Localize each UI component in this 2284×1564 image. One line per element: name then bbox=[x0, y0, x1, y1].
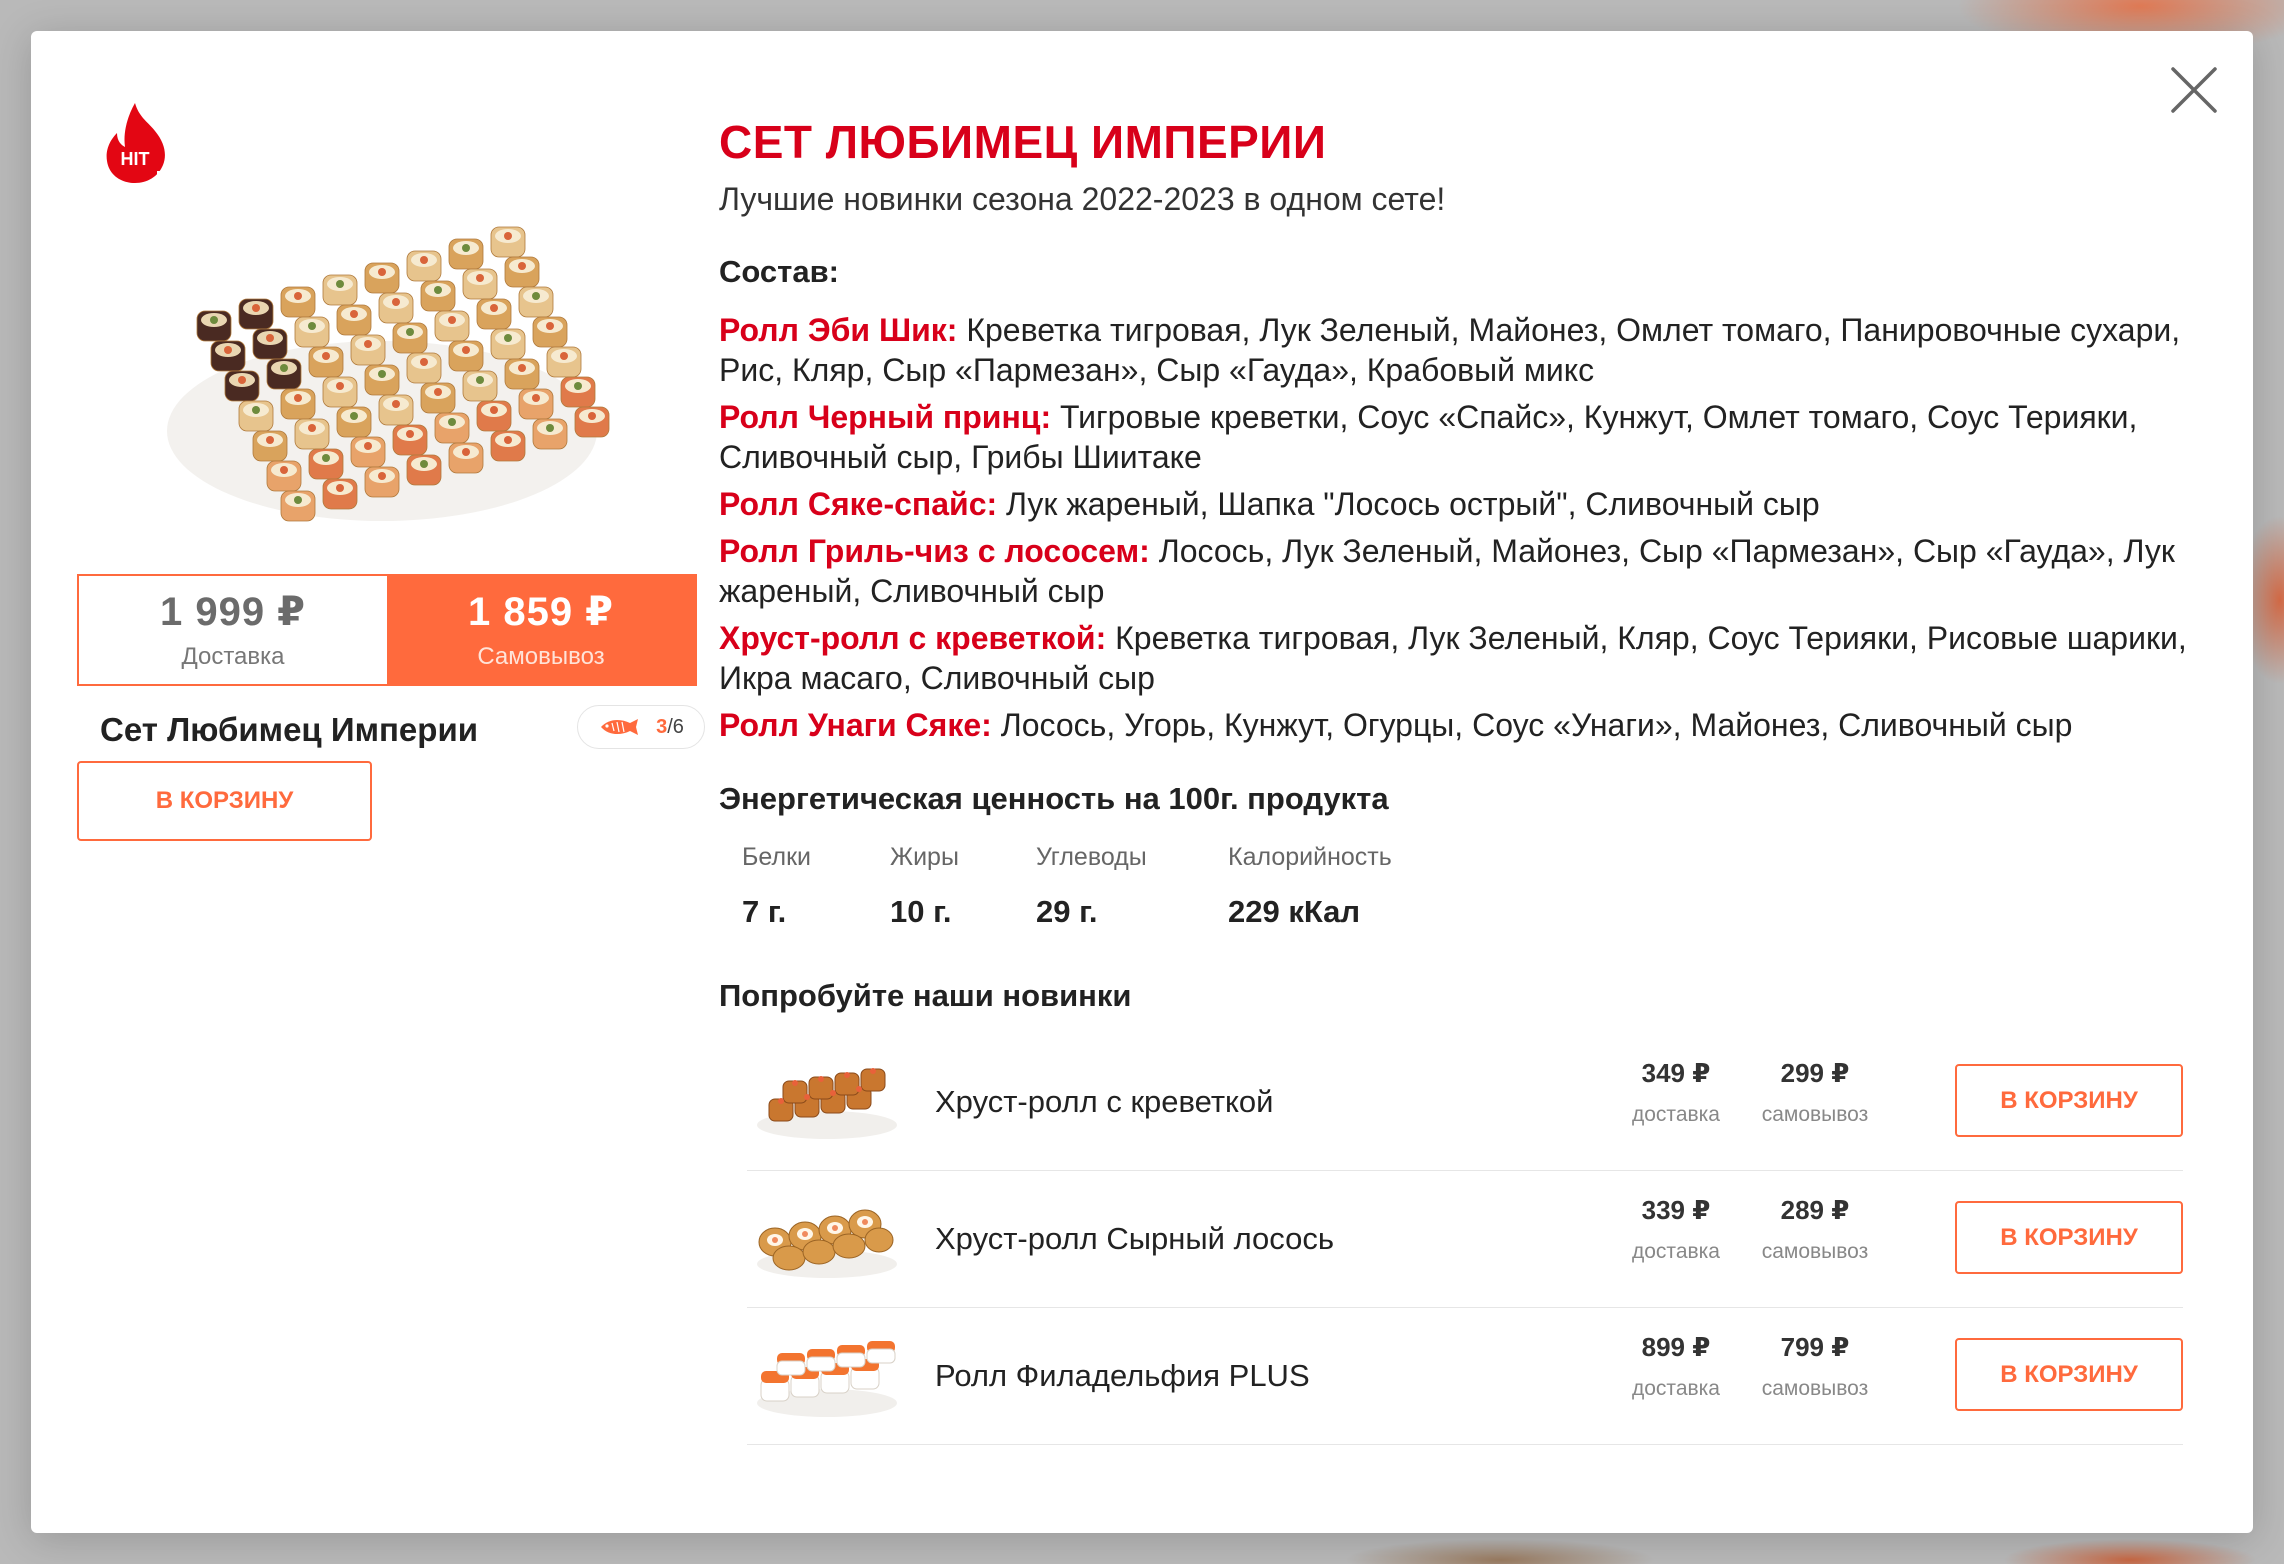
price-label: доставка bbox=[1632, 1240, 1720, 1263]
price-value: 899 ₽ bbox=[1641, 1332, 1711, 1362]
energy-label: Белки bbox=[742, 843, 811, 871]
roll-name: Ролл Унаги Сяке: bbox=[719, 707, 992, 743]
new-item-name: Хруст-ролл с креветкой bbox=[935, 1084, 1274, 1119]
price-value: 339 ₽ bbox=[1641, 1195, 1711, 1225]
add-to-cart-button[interactable]: В КОРЗИНУ bbox=[77, 761, 372, 841]
svg-text:HIT: HIT bbox=[120, 149, 150, 169]
energy-label: Калорийность bbox=[1228, 843, 1392, 871]
energy-table bbox=[719, 843, 2219, 930]
price-label: доставка bbox=[1632, 1377, 1720, 1400]
energy-carbs bbox=[1036, 843, 1228, 930]
price-value: 349 ₽ bbox=[1641, 1058, 1711, 1088]
product-image bbox=[157, 171, 617, 551]
new-item-row bbox=[747, 1034, 2183, 1171]
roll-name: Ролл Эби Шик: bbox=[719, 312, 958, 348]
price-option-pickup[interactable] bbox=[387, 576, 695, 684]
composition-item bbox=[719, 310, 2219, 390]
product-modal bbox=[31, 31, 2253, 1533]
product-details bbox=[719, 115, 2219, 1445]
new-item-name: Хруст-ролл Сырный лосось bbox=[935, 1221, 1334, 1256]
price-delivery-value: 1 999 ₽ bbox=[159, 590, 307, 634]
energy-label: Жиры bbox=[890, 843, 959, 871]
roll-name: Хруст-ролл с креветкой: bbox=[719, 620, 1107, 656]
new-item-image bbox=[747, 1047, 907, 1157]
energy-value: 229 кКал bbox=[1228, 894, 1361, 929]
new-item-price-delivery bbox=[1611, 1332, 1741, 1401]
close-icon bbox=[2169, 65, 2219, 115]
spice-level-text bbox=[656, 716, 684, 739]
price-delivery-label: Доставка bbox=[181, 643, 285, 670]
roll-ingredients: Лосось, Лук Зеленый, Майонез, Сыр «Пармезан», Сыр «Гауда», Лук жареный, Сливочный сыр bbox=[719, 533, 2175, 609]
composition-heading: Состав: bbox=[719, 254, 839, 289]
roll-ingredients: Тигровые креветки, Соус «Спайс», Кунжут, Омлет томаго, Соус Терияки, Сливочный сыр, Грибы Шиитаке bbox=[719, 399, 2138, 475]
spice-current: 3 bbox=[656, 715, 668, 738]
roll-ingredients: Лук жареный, Шапка "Лосось острый", Сливочный сыр bbox=[997, 486, 1820, 522]
composition-item bbox=[719, 484, 2219, 524]
new-items-list bbox=[747, 1034, 2183, 1445]
composition-list bbox=[719, 310, 2219, 745]
price-pickup-value: 1 859 ₽ bbox=[467, 590, 615, 634]
new-item-price-delivery bbox=[1611, 1058, 1741, 1127]
new-item-image bbox=[747, 1321, 907, 1431]
new-item-row bbox=[747, 1171, 2183, 1308]
new-item-image bbox=[747, 1184, 907, 1294]
roll-name: Ролл Черный принц: bbox=[719, 399, 1052, 435]
roll-ingredients: Креветка тигровая, Лук Зеленый, Кляр, Соус Терияки, Рисовые шарики, Икра масаго, Сливочный сыр bbox=[719, 620, 2187, 696]
composition-item bbox=[719, 705, 2219, 745]
new-item-row bbox=[747, 1308, 2183, 1445]
price-option-delivery[interactable] bbox=[79, 576, 387, 684]
composition-item bbox=[719, 531, 2219, 611]
energy-value: 29 г. bbox=[1036, 894, 1098, 929]
price-label: самовывоз bbox=[1761, 1377, 1869, 1400]
price-label: самовывоз bbox=[1761, 1240, 1869, 1263]
close-button[interactable] bbox=[2169, 65, 2219, 115]
new-item-add-to-cart-button[interactable]: В КОРЗИНУ bbox=[1955, 1064, 2183, 1137]
price-label: доставка bbox=[1632, 1103, 1720, 1126]
roll-name: Ролл Гриль-чиз с лососем: bbox=[719, 533, 1150, 569]
new-items-heading: Попробуйте наши новинки bbox=[719, 978, 1132, 1013]
energy-label: Углеводы bbox=[1036, 843, 1147, 871]
spice-total: /6 bbox=[667, 715, 684, 738]
product-name: Сет Любимец Империи bbox=[100, 711, 479, 748]
price-value: 799 ₽ bbox=[1780, 1332, 1850, 1362]
energy-heading: Энергетическая ценность на 100г. продукта bbox=[719, 781, 1389, 816]
product-subtitle: Лучшие новинки сезона 2022-2023 в одном сете! bbox=[719, 181, 1446, 217]
new-item-price-delivery bbox=[1611, 1195, 1741, 1264]
roll-ingredients: Креветка тигровая, Лук Зеленый, Майонез, Омлет томаго, Панировочные сухари, Рис, Кляр, Сыр «Пармезан», Сыр «Гауда», Крабовый микс bbox=[719, 312, 2181, 388]
new-item-add-to-cart-button[interactable]: В КОРЗИНУ bbox=[1955, 1201, 2183, 1274]
energy-fat bbox=[890, 843, 1036, 930]
price-label: самовывоз bbox=[1761, 1103, 1869, 1126]
energy-protein bbox=[742, 843, 890, 930]
new-item-price-pickup bbox=[1750, 1195, 1880, 1264]
new-item-price-pickup bbox=[1750, 1058, 1880, 1127]
new-item-name: Ролл Филадельфия PLUS bbox=[935, 1358, 1310, 1393]
price-pickup-label: Самовывоз bbox=[477, 643, 605, 670]
new-item-add-to-cart-button[interactable]: В КОРЗИНУ bbox=[1955, 1338, 2183, 1411]
price-selector bbox=[77, 574, 697, 686]
roll-name: Ролл Сяке-спайс: bbox=[719, 486, 998, 522]
energy-value: 7 г. bbox=[742, 894, 787, 929]
composition-item bbox=[719, 618, 2219, 698]
spice-level-badge bbox=[577, 705, 705, 749]
price-value: 299 ₽ bbox=[1780, 1058, 1850, 1088]
product-title: СЕТ ЛЮБИМЕЦ ИМПЕРИИ bbox=[719, 116, 1327, 168]
fish-spice-icon bbox=[598, 715, 648, 739]
composition-item bbox=[719, 397, 2219, 477]
roll-ingredients: Лосось, Угорь, Кунжут, Огурцы, Соус «Унаги», Майонез, Сливочный сыр bbox=[991, 707, 2073, 743]
energy-calories bbox=[1228, 843, 1448, 930]
new-item-price-pickup bbox=[1750, 1332, 1880, 1401]
energy-value: 10 г. bbox=[890, 894, 952, 929]
price-value: 289 ₽ bbox=[1780, 1195, 1850, 1225]
